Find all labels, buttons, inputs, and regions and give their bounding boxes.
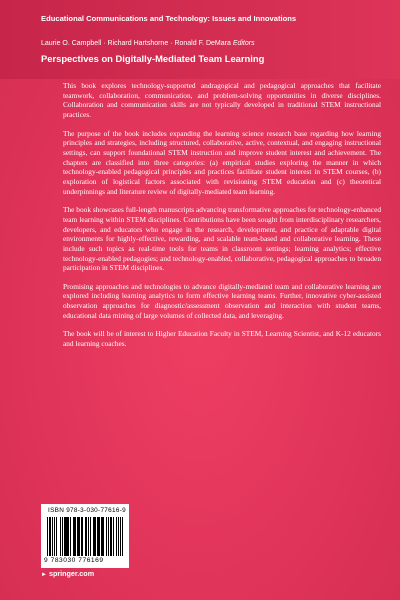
description-text — [63, 81, 381, 358]
description-paragraph-3: The book showcases full-length manuscripts advancing transformative approaches for technology-enhanced team learning within STEM disciplines. Contributions have been sought from interdisciplinary researchers, developers, and educators who engage in the research, development, and practice of adaptable digital environments for highly-effective, rewarding, and scalable team-based and collaborative learning. These include such topics as real-time tools for teams in classroom settings; learning analytics; effective technology-enabled pedagogies; and technology-enabled, collaborative, pedagogical approaches to broaden participation in STEM disciplines. — [63, 205, 381, 273]
barcode-digits: 9 783030 776169 — [44, 557, 104, 564]
isbn-label: ISBN 978-3-030-77616-9 — [48, 507, 127, 514]
arrow-icon: ► — [41, 572, 47, 578]
description-paragraph-4: Promising approaches and technologies to advance digitally-mediated team and collaborative learning are explored including learning analytics to form effective learning teams. Further, innovative cyber-assisted observation approaches for diagnostic/assessment observation and interaction with student teams, educational data mining of large volumes of collected data, and leveraging. — [63, 281, 381, 320]
editor-names: Laurie O. Campbell · Richard Hartshorne · Ronald F. DeMara — [41, 40, 231, 47]
description-paragraph-2: The purpose of the book includes expanding the learning science research base regarding how learning principles and strategies, including structured, collaborative, active, contextual, and engaging instructional settings, can support foundational STEM instruction and improve student interest and achievement. The chapters are classified into three categories: (a) empirical studies exploring the manner in which technology-enabled pedagogical principles and practices facilitate student interest in STEM courses, (b) exploration of logistical factors associated with revisioning STEM education and (c) theoretical underpinnings and literature review of digitally-mediated team learning. — [63, 128, 381, 196]
publisher-website — [41, 569, 94, 578]
series-name: Educational Communications and Technology: Issues and Innovations — [41, 14, 297, 23]
editors-line — [41, 40, 255, 47]
barcode-bars — [47, 517, 123, 556]
isbn-barcode — [41, 504, 129, 568]
website-text: springer.com — [48, 569, 95, 578]
description-paragraph-1: This book explores technology-supported andragogical and pedagogical approaches that facilitate teamwork, collaboration, communication, and problem-solving opportunities in diverse disciplines. Collaboration and communication skills are not typically developed in traditional STEM instructional practices. — [63, 81, 381, 119]
book-title: Perspectives on Digitally-Mediated Team Learning — [41, 53, 265, 64]
barcode-bar — [122, 517, 123, 556]
description-paragraph-5: The book will be of interest to Higher Education Faculty in STEM, Learning Scientist, and K-12 educators and learning coaches. — [63, 329, 381, 349]
editors-role: Editors — [232, 40, 255, 47]
